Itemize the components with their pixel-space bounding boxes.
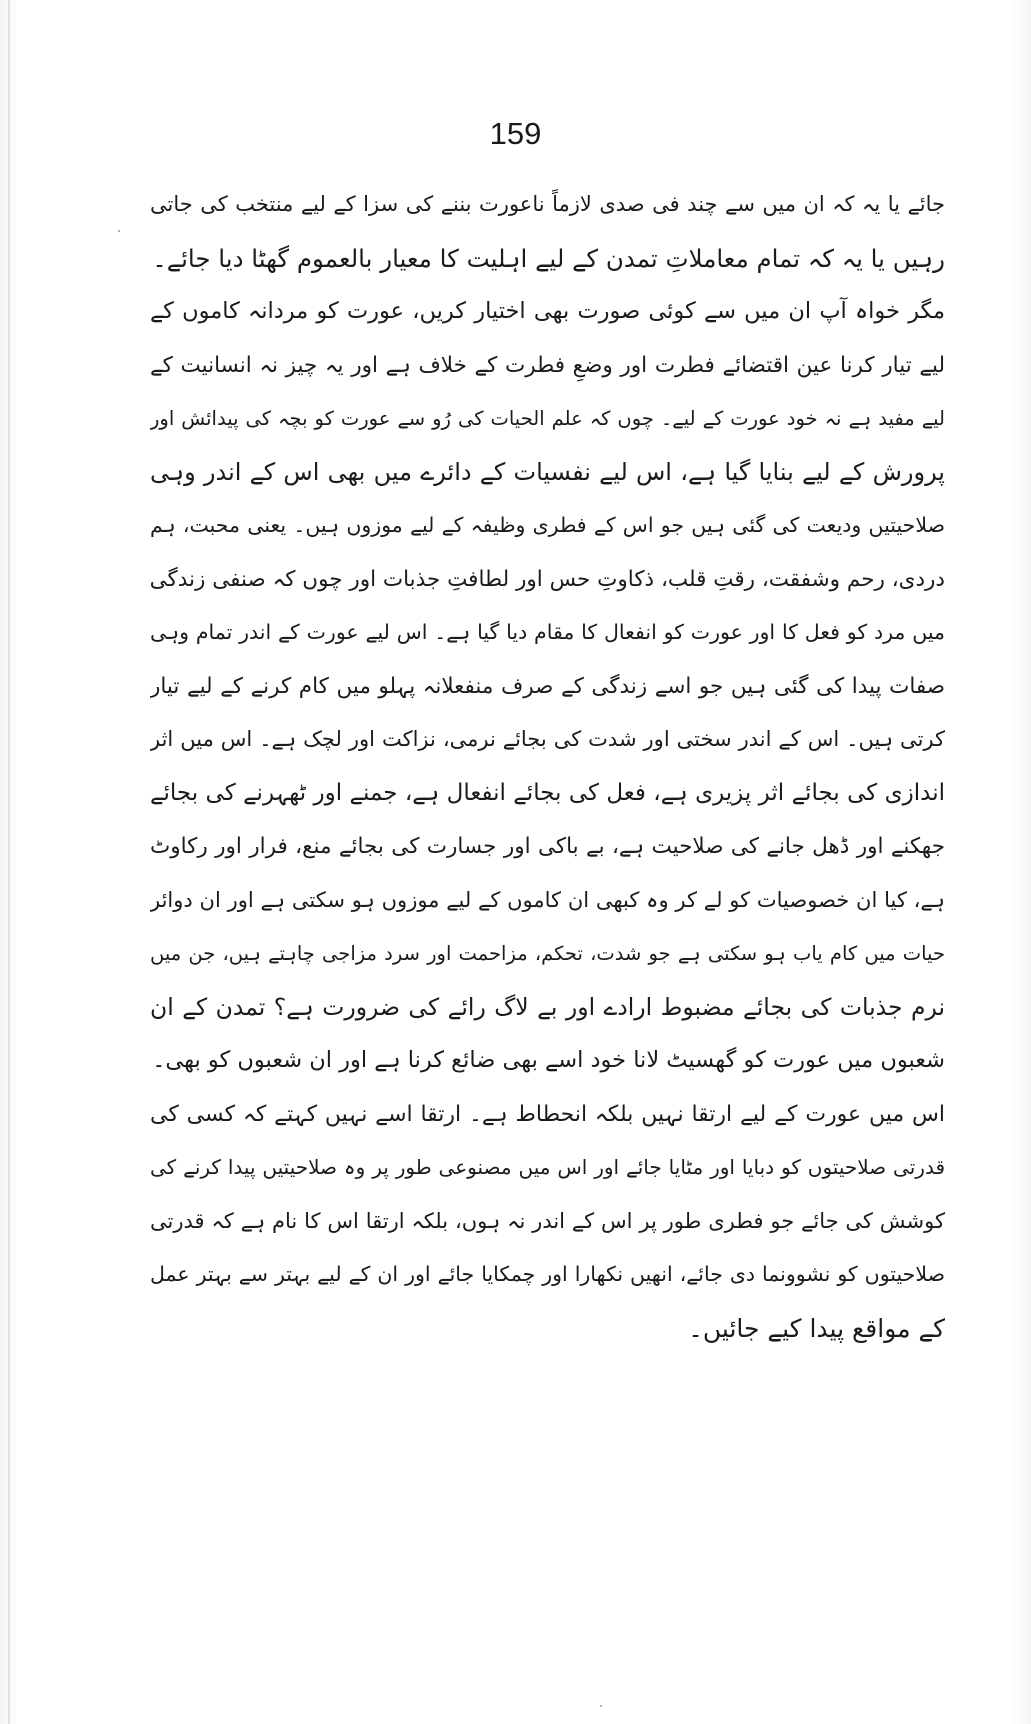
paragraph-3 xyxy=(150,1088,945,1356)
text-line: کرتی ہیں۔ اس کے اندر سختی اور شدت کی بجائے نرمی، نزاکت اور لچک ہے۔ اس میں اثر xyxy=(150,727,945,751)
text-line: پرورش کے لیے بنایا گیا ہے، اس لیے نفسیات کے دائرے میں بھی اس کے اندر وہی xyxy=(150,457,945,486)
paragraph-1 xyxy=(150,178,945,285)
body-text xyxy=(150,178,945,1355)
text-line: جھکنے اور ڈھل جانے کی صلاحیت ہے، بے باکی اور جسارت کی بجائے منع، فرار اور رکاوٹ xyxy=(150,834,945,859)
text-line: کے مواقع پیدا کیے جائیں۔ xyxy=(688,1313,945,1343)
text-line: نرم جذبات کی بجائے مضبوط ارادے اور بے لاگ رائے کی ضرورت ہے؟ تمدن کے ان xyxy=(150,992,945,1021)
page-edge-shadow xyxy=(8,0,10,1724)
text-line: اندازی کی بجائے اثر پزیری ہے، فعل کی بجائے انفعال ہے، جمنے اور ٹھہرنے کی بجائے xyxy=(150,779,945,806)
text-line: دردی، رحم وشفقت، رقتِ قلب، ذکاوتِ حس اور لطافتِ جذبات اور چوں کہ صنفی زندگی xyxy=(150,566,945,592)
text-line: میں مرد کو فعل کا اور عورت کو انفعال کا مقام دیا گیا ہے۔ اس لیے عورت کے اندر تمام وہی xyxy=(150,620,945,644)
text-line: جائے یا یہ کہ ان میں سے چند فی صدی لازماً ناعورت بننے کی سزا کے لیے منتخب کی جاتی xyxy=(150,192,945,216)
text-line: لیے مفید ہے نہ خود عورت کے لیے۔ چوں کہ علم الحیات کی رُو سے عورت کو بچہ کی پیدائش اور xyxy=(150,407,945,430)
text-line: قدرتی صلاحیتوں کو دبایا اور مٹایا جائے اور اس میں مصنوعی طور پر وہ صلاحیتیں پیدا کرنے کی xyxy=(150,1155,945,1179)
text-line: صفات پیدا کی گئی ہیں جو اسے زندگی کے صرف منفعلانہ پہلو میں کام کرنے کے لیے تیار xyxy=(150,673,945,699)
paragraph-2 xyxy=(150,285,945,1088)
text-line: حیات میں کام یاب ہو سکتی ہے جو شدت، تحکم، مزاحمت اور سرد مزاجی چاہتے ہیں، جن میں xyxy=(150,942,945,965)
text-line: اس میں عورت کے لیے ارتقا نہیں بلکہ انحطاط ہے۔ ارتقا اسے نہیں کہتے کہ کسی کی xyxy=(150,1101,945,1127)
text-line: شعبوں میں عورت کو گھسیٹ لانا خود اسے بھی ضائع کرنا ہے اور ان شعبوں کو بھی۔ xyxy=(152,1047,945,1073)
page-number: 159 xyxy=(489,116,542,151)
text-line: صلاحیتیں ودیعت کی گئی ہیں جو اس کے فطری وظیفہ کے لیے موزوں ہیں۔ یعنی محبت، ہم xyxy=(150,513,945,537)
text-line: ہے، کیا ان خصوصیات کو لے کر وہ کبھی ان کاموں کے لیے موزوں ہو سکتی ہے اور ان دوائر xyxy=(150,887,945,912)
scan-speck xyxy=(118,230,120,232)
text-line: لیے تیار کرنا عین اقتضائے فطرت اور وضعِ فطرت کے خلاف ہے اور یہ چیز نہ انسانیت کے xyxy=(150,352,945,378)
text-line: کوشش کی جائے جو فطری طور پر اس کے اندر نہ ہوں، بلکہ ارتقا اس کا نام ہے کہ قدرتی xyxy=(150,1208,945,1233)
text-line: رہیں یا یہ کہ تمام معاملاتِ تمدن کے لیے اہلیت کا معیار بالعموم گھٹا دیا جائے۔ xyxy=(152,243,945,273)
scan-speck xyxy=(600,1705,602,1707)
text-line: مگر خواہ آپ ان میں سے کوئی صورت بھی اختیار کریں، عورت کو مردانہ کاموں کے xyxy=(150,298,945,324)
text-line: صلاحیتوں کو نشوونما دی جائے، انھیں نکھارا اور چمکایا جائے اور ان کے لیے بہتر سے بہتر عمل xyxy=(150,1262,945,1286)
